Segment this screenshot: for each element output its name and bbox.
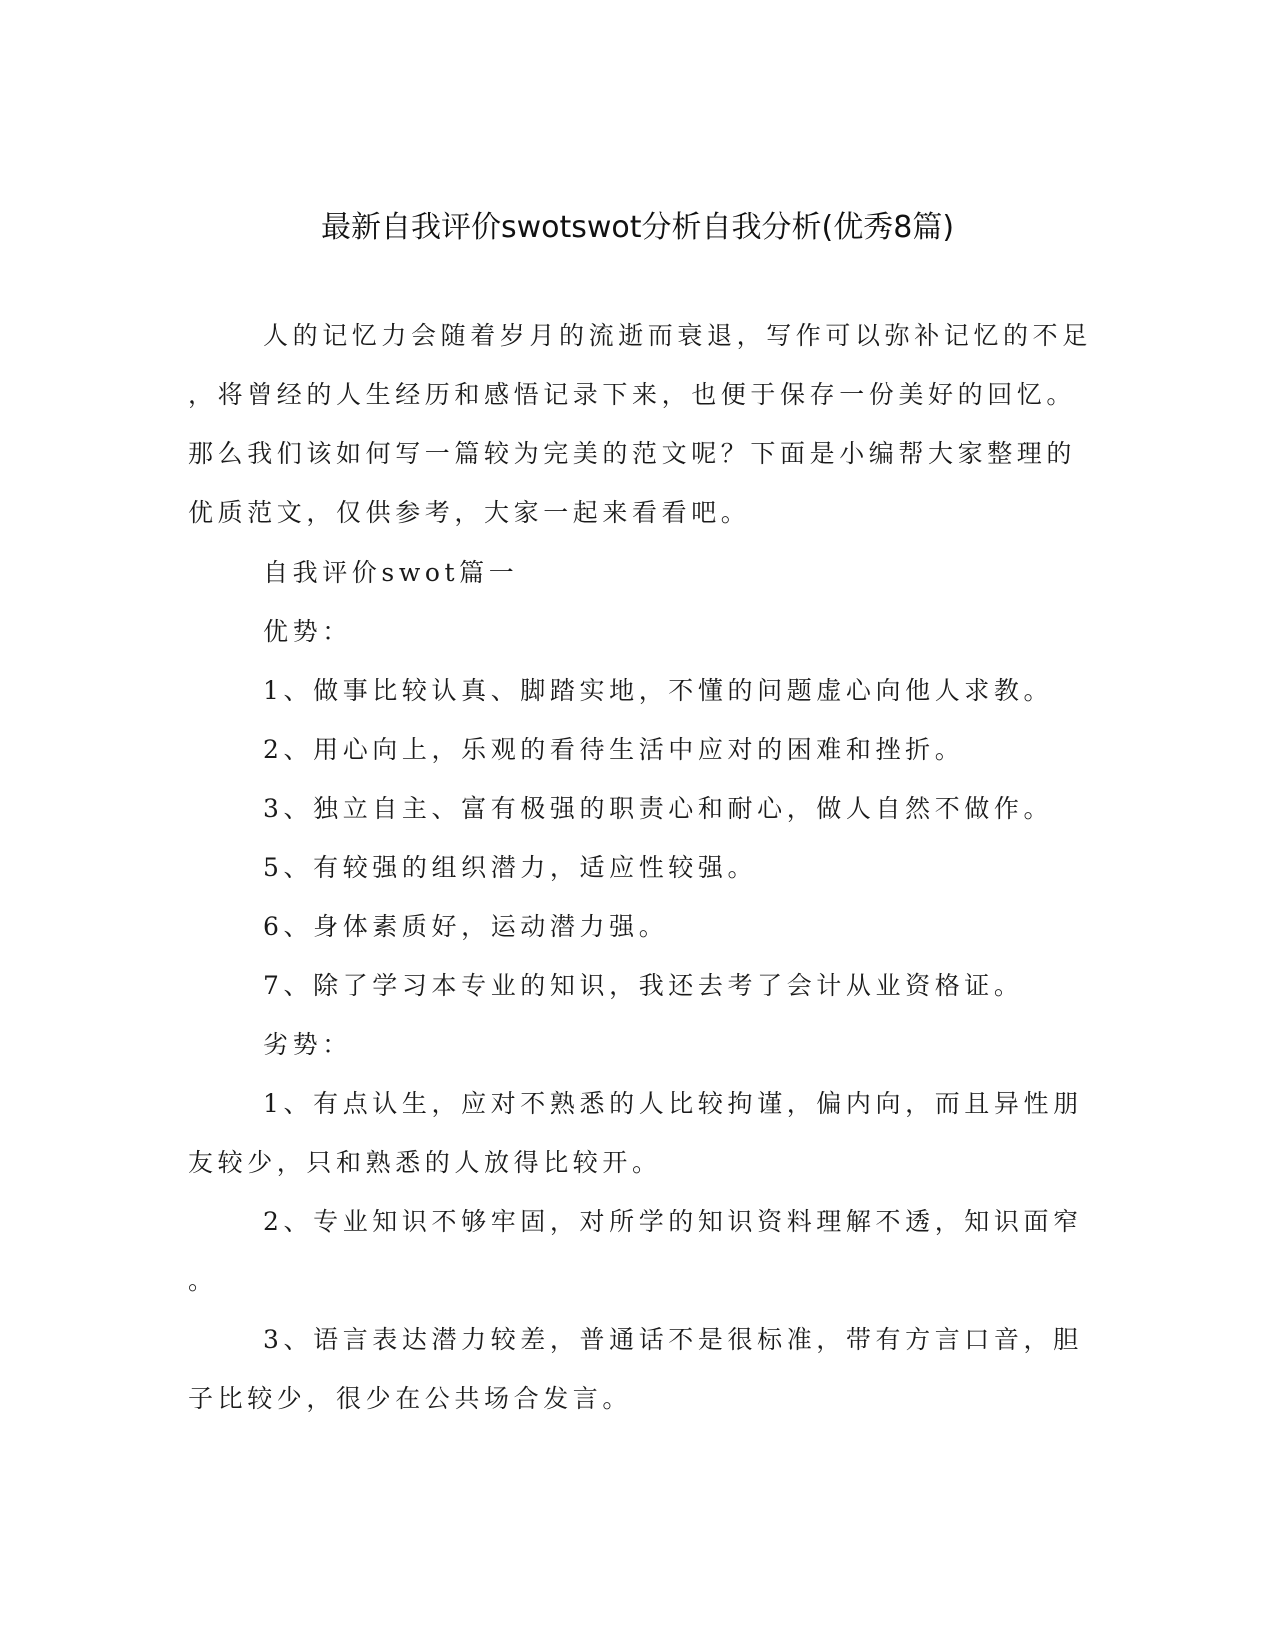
list-item: 7、除了学习本专业的知识，我还去考了会计从业资格证。 [263,971,1024,1000]
list-item: 5、有较强的组织潜力，适应性较强。 [263,853,758,882]
list-item: 3、语言表达潜力较差，普通话不是很标准，带有方言口音，胆 [263,1325,1083,1354]
list-item: 2、专业知识不够牢固，对所学的知识资料理解不透，知识面窄 [263,1207,1083,1236]
paragraph-line: 人的记忆力会随着岁月的流逝而衰退，写作可以弥补记忆的不足 [263,321,1092,350]
list-item-continuation: 。 [188,1266,218,1295]
list-item: 6、身体素质好，运动潜力强。 [263,912,669,941]
list-item-continuation: 友较少，只和熟悉的人放得比较开。 [188,1148,662,1177]
list-item: 3、独立自主、富有极强的职责心和耐心，做人自然不做作。 [263,794,1054,823]
document-title: 最新自我评价swotswot分析自我分析(优秀8篇) [320,210,955,245]
subheading-strengths: 优势： [263,617,352,646]
list-item-continuation: 子比较少，很少在公共场合发言。 [188,1384,633,1413]
subheading-weaknesses: 劣势： [263,1030,352,1059]
paragraph-line: 优质范文，仅供参考，大家一起来看看吧。 [188,498,751,527]
list-item: 1、有点认生，应对不熟悉的人比较拘谨，偏内向，而且异性朋 [263,1089,1083,1118]
paragraph-line: ，将曾经的人生经历和感悟记录下来，也便于保存一份美好的回忆。 [188,380,1077,409]
list-item: 1、做事比较认真、脚踏实地，不懂的问题虚心向他人求教。 [263,676,1054,705]
list-item: 2、用心向上，乐观的看待生活中应对的困难和挫折。 [263,735,965,764]
section-heading: 自我评价swot篇一 [263,558,519,587]
paragraph-line: 那么我们该如何写一篇较为完美的范文呢？下面是小编帮大家整理的 [188,439,1077,468]
